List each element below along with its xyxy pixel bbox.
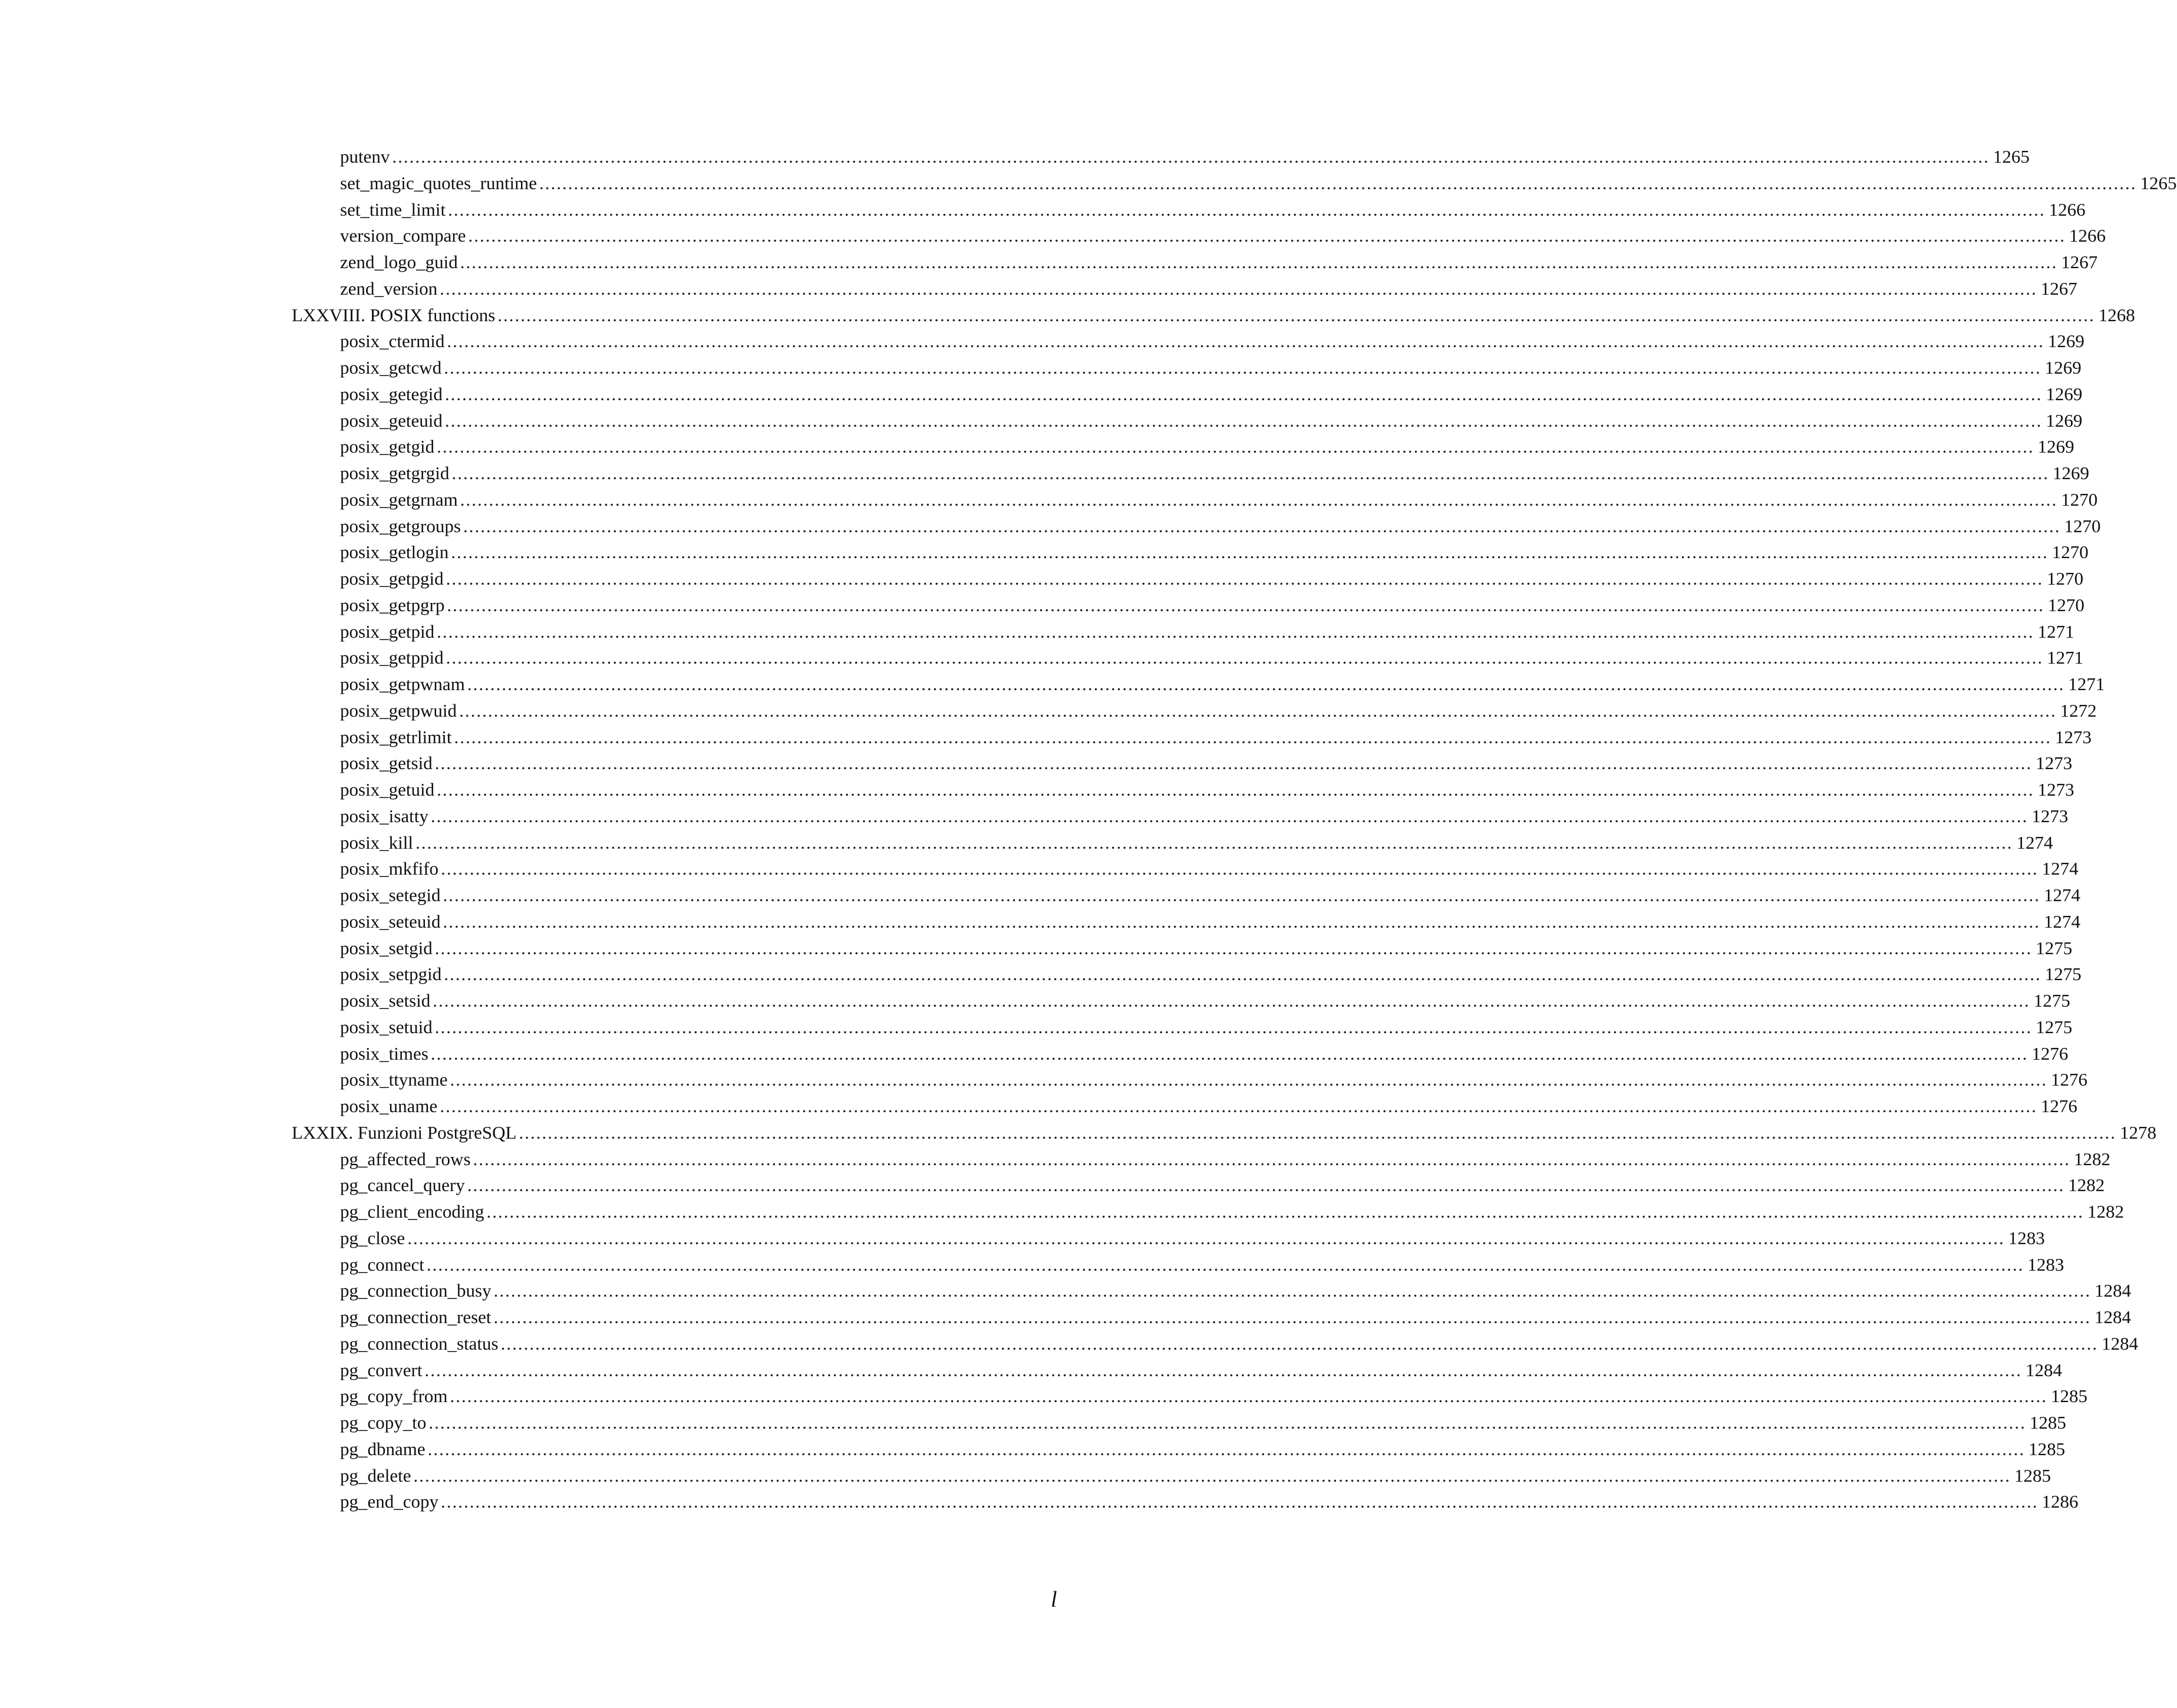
dot-leader bbox=[437, 434, 2034, 460]
toc-entry[interactable] bbox=[0, 434, 2074, 460]
toc-entry[interactable] bbox=[0, 408, 2083, 434]
toc-entry[interactable] bbox=[0, 856, 2079, 882]
toc-entry[interactable] bbox=[0, 355, 2082, 381]
toc-entry-page-number: 1270 bbox=[2064, 515, 2101, 536]
dot-leader bbox=[440, 1093, 2037, 1120]
dot-leader bbox=[441, 1489, 2039, 1515]
toc-entry-title: putenv bbox=[340, 146, 390, 167]
toc-entry-title: posix_getpgid bbox=[340, 568, 444, 589]
dot-leader bbox=[446, 566, 2044, 592]
toc-entry-page-number: 1278 bbox=[2119, 1122, 2156, 1143]
toc-entry-title: posix_getpgrp bbox=[340, 594, 445, 615]
toc-entry-title: posix_getrlimit bbox=[340, 726, 452, 747]
toc-entry-title: pg_cancel_query bbox=[340, 1175, 465, 1196]
toc-chapter-entry[interactable] bbox=[0, 302, 2135, 329]
toc-entry[interactable] bbox=[0, 830, 2053, 856]
toc-entry-title: posix_isatty bbox=[340, 805, 428, 826]
toc-entry-title: pg_copy_from bbox=[340, 1386, 448, 1407]
dot-leader bbox=[428, 1410, 2026, 1436]
toc-entry-page-number: 1274 bbox=[2044, 911, 2080, 932]
dot-leader bbox=[501, 1331, 2099, 1357]
toc-entry[interactable] bbox=[0, 566, 2084, 592]
dot-leader bbox=[433, 988, 2030, 1014]
toc-entry[interactable] bbox=[0, 1463, 2051, 1489]
toc-entry-page-number: 1270 bbox=[2047, 594, 2084, 615]
toc-entry-title: posix_getcwd bbox=[340, 357, 442, 378]
dot-leader bbox=[444, 355, 2041, 381]
dot-leader bbox=[539, 170, 2137, 197]
toc-entry[interactable] bbox=[0, 1041, 2069, 1067]
toc-entry-page-number: 1273 bbox=[2031, 805, 2069, 826]
dot-leader bbox=[441, 856, 2039, 882]
toc-entry-title: posix_getegid bbox=[340, 383, 443, 404]
dot-leader bbox=[450, 1067, 2048, 1093]
toc-entry-title: posix_setsid bbox=[340, 990, 431, 1011]
toc-entry-title: pg_affected_rows bbox=[340, 1148, 471, 1169]
toc-entry-title: posix_getsid bbox=[340, 753, 433, 774]
toc-entry[interactable] bbox=[0, 276, 2077, 302]
dot-leader bbox=[392, 144, 1990, 170]
dot-leader bbox=[494, 1304, 2092, 1331]
toc-entry-title: pg_connection_status bbox=[340, 1333, 499, 1354]
toc-entry-title: pg_dbname bbox=[340, 1438, 425, 1459]
toc-entry-title: posix_setgid bbox=[340, 937, 433, 958]
toc-entry[interactable] bbox=[0, 1331, 2139, 1357]
toc-entry[interactable] bbox=[0, 803, 2069, 830]
dot-leader bbox=[451, 539, 2049, 566]
toc-entry-page-number: 1275 bbox=[2033, 990, 2070, 1011]
toc-entry-page-number: 1271 bbox=[2037, 621, 2074, 642]
dot-leader bbox=[431, 1041, 2028, 1067]
toc-entry-page-number: 1269 bbox=[2037, 436, 2074, 457]
toc-entry-title: version_compare bbox=[340, 225, 466, 246]
toc-entry[interactable] bbox=[0, 249, 2098, 276]
toc-entry[interactable] bbox=[0, 1304, 2132, 1331]
toc-entry[interactable] bbox=[0, 487, 2098, 513]
toc-entry[interactable] bbox=[0, 909, 2080, 935]
toc-entry-page-number: 1285 bbox=[2029, 1412, 2066, 1433]
dot-leader bbox=[424, 1357, 2022, 1384]
toc-entry-title: posix_getgrgid bbox=[340, 463, 450, 483]
toc-entry-page-number: 1275 bbox=[2036, 1016, 2073, 1037]
toc-entry[interactable] bbox=[0, 698, 2097, 724]
toc-entry[interactable] bbox=[0, 1436, 2066, 1463]
toc-entry-title: posix_setuid bbox=[340, 1016, 433, 1037]
dot-leader bbox=[415, 830, 2013, 856]
toc-entry[interactable] bbox=[0, 1093, 2077, 1120]
toc-entry-page-number: 1285 bbox=[2051, 1386, 2088, 1407]
toc-entry-page-number: 1268 bbox=[2098, 304, 2135, 325]
dot-leader bbox=[487, 1199, 2084, 1225]
dot-leader bbox=[414, 1463, 2011, 1489]
toc-entry-title: LXXIX. Funzioni PostgreSQL bbox=[292, 1122, 517, 1143]
toc-entry-title: pg_delete bbox=[340, 1465, 411, 1486]
toc-entry-title: posix_getpwuid bbox=[340, 700, 457, 721]
toc-entry-title: pg_end_copy bbox=[340, 1491, 439, 1512]
toc-entry-title: posix_times bbox=[340, 1043, 428, 1064]
dot-leader bbox=[454, 724, 2051, 751]
dot-leader bbox=[435, 750, 2033, 777]
toc-entry-page-number: 1273 bbox=[2037, 779, 2074, 800]
toc-entry-page-number: 1276 bbox=[2040, 1096, 2077, 1116]
toc-entry[interactable] bbox=[0, 961, 2082, 988]
toc-entry[interactable] bbox=[0, 750, 2073, 777]
dot-leader bbox=[519, 1120, 2116, 1146]
toc-entry-title: LXXVIII. POSIX functions bbox=[292, 304, 496, 325]
dot-leader bbox=[407, 1225, 2005, 1252]
toc-entry-title: posix_getppid bbox=[340, 647, 444, 668]
toc-entry-page-number: 1265 bbox=[1993, 146, 2030, 167]
toc-entry-page-number: 1271 bbox=[2068, 674, 2105, 694]
toc-entry-page-number: 1274 bbox=[2041, 858, 2079, 879]
toc-entry[interactable] bbox=[0, 197, 2086, 223]
dot-leader bbox=[443, 882, 2041, 909]
toc-entry-page-number: 1284 bbox=[2102, 1333, 2139, 1354]
toc-entry-page-number: 1269 bbox=[2044, 357, 2082, 378]
toc-entry[interactable] bbox=[0, 645, 2084, 671]
dot-leader bbox=[437, 777, 2034, 803]
toc-entry[interactable] bbox=[0, 1252, 2064, 1278]
dot-leader bbox=[431, 803, 2028, 830]
toc-entry[interactable] bbox=[0, 1383, 2088, 1410]
toc-entry-page-number: 1269 bbox=[2046, 383, 2083, 404]
toc-chapter-entry[interactable] bbox=[0, 1120, 2156, 1146]
dot-leader bbox=[427, 1252, 2024, 1278]
toc-entry-page-number: 1276 bbox=[2051, 1069, 2088, 1090]
dot-leader bbox=[440, 276, 2037, 302]
dot-leader bbox=[463, 513, 2061, 540]
page-number: l bbox=[1051, 1587, 1057, 1612]
toc-entry-title: pg_connection_reset bbox=[340, 1307, 492, 1327]
toc-entry-page-number: 1276 bbox=[2031, 1043, 2069, 1064]
toc-entry-page-number: 1285 bbox=[2014, 1465, 2051, 1486]
toc-entry-title: posix_getpwnam bbox=[340, 674, 465, 694]
toc-entry-page-number: 1272 bbox=[2060, 700, 2097, 721]
toc-entry-title: posix_ctermid bbox=[340, 331, 445, 352]
dot-leader bbox=[445, 381, 2043, 408]
toc-entry[interactable] bbox=[0, 328, 2084, 355]
table-of-contents bbox=[0, 144, 2177, 1515]
toc-entry-page-number: 1265 bbox=[2140, 172, 2177, 193]
toc-entry-page-number: 1271 bbox=[2047, 647, 2084, 668]
toc-entry-page-number: 1267 bbox=[2061, 252, 2098, 272]
toc-entry-title: posix_geteuid bbox=[340, 410, 443, 431]
toc-entry[interactable] bbox=[0, 1014, 2073, 1041]
toc-entry[interactable] bbox=[0, 460, 2089, 487]
dot-leader bbox=[460, 487, 2058, 513]
toc-entry[interactable] bbox=[0, 223, 2106, 249]
dot-leader bbox=[460, 249, 2058, 276]
toc-entry[interactable] bbox=[0, 1278, 2132, 1304]
dot-leader bbox=[435, 1014, 2033, 1041]
dot-leader bbox=[473, 1146, 2071, 1173]
toc-entry[interactable] bbox=[0, 935, 2073, 962]
dot-leader bbox=[450, 1383, 2048, 1410]
toc-entry-page-number: 1286 bbox=[2041, 1491, 2079, 1512]
toc-entry-title: posix_mkfifo bbox=[340, 858, 439, 879]
toc-entry[interactable] bbox=[0, 882, 2080, 909]
dot-leader bbox=[445, 408, 2043, 434]
dot-leader bbox=[447, 328, 2044, 355]
dot-leader bbox=[467, 671, 2065, 698]
toc-entry[interactable] bbox=[0, 1172, 2105, 1199]
toc-entry-title: posix_ttyname bbox=[340, 1069, 448, 1090]
toc-entry[interactable] bbox=[0, 1146, 2111, 1173]
toc-entry-page-number: 1270 bbox=[2061, 489, 2098, 510]
toc-entry-title: zend_logo_guid bbox=[340, 252, 458, 272]
dot-leader bbox=[451, 460, 2049, 487]
toc-entry[interactable] bbox=[0, 988, 2070, 1014]
toc-entry-title: set_time_limit bbox=[340, 199, 446, 220]
toc-entry-title: set_magic_quotes_runtime bbox=[340, 172, 537, 193]
toc-entry-page-number: 1269 bbox=[2047, 331, 2084, 352]
toc-entry[interactable] bbox=[0, 1489, 2079, 1515]
toc-entry-title: pg_connect bbox=[340, 1254, 424, 1275]
toc-entry-title: zend_version bbox=[340, 278, 438, 299]
dot-leader bbox=[468, 223, 2066, 249]
toc-entry-page-number: 1266 bbox=[2069, 225, 2106, 246]
toc-entry-page-number: 1270 bbox=[2047, 568, 2084, 589]
toc-entry[interactable] bbox=[0, 513, 2101, 540]
toc-entry-title: posix_getgid bbox=[340, 436, 435, 457]
toc-entry[interactable] bbox=[0, 1067, 2088, 1093]
dot-leader bbox=[435, 935, 2033, 962]
toc-entry-page-number: 1274 bbox=[2016, 832, 2053, 853]
toc-entry-title: pg_connection_busy bbox=[340, 1280, 492, 1301]
toc-entry-page-number: 1283 bbox=[2008, 1227, 2045, 1248]
toc-entry-title: posix_getuid bbox=[340, 779, 435, 800]
dot-leader bbox=[448, 197, 2046, 223]
toc-entry[interactable] bbox=[0, 170, 2177, 197]
toc-entry[interactable] bbox=[0, 1225, 2045, 1252]
toc-entry-title: posix_setpgid bbox=[340, 964, 442, 985]
toc-entry-page-number: 1284 bbox=[2094, 1280, 2132, 1301]
toc-entry-page-number: 1285 bbox=[2028, 1438, 2066, 1459]
dot-leader bbox=[446, 645, 2044, 671]
toc-entry-page-number: 1269 bbox=[2052, 463, 2089, 483]
toc-entry-page-number: 1267 bbox=[2040, 278, 2077, 299]
toc-entry[interactable] bbox=[0, 671, 2105, 698]
toc-entry-title: posix_getlogin bbox=[340, 542, 449, 563]
dot-leader bbox=[494, 1278, 2092, 1304]
toc-entry-page-number: 1266 bbox=[2049, 199, 2086, 220]
toc-entry-title: posix_getpid bbox=[340, 621, 435, 642]
dot-leader bbox=[459, 698, 2057, 724]
toc-entry-title: posix_kill bbox=[340, 832, 414, 853]
toc-entry-page-number: 1284 bbox=[2025, 1359, 2062, 1380]
toc-entry-title: posix_getgroups bbox=[340, 515, 461, 536]
toc-entry-page-number: 1275 bbox=[2044, 964, 2082, 985]
dot-leader bbox=[443, 909, 2041, 935]
toc-entry[interactable] bbox=[0, 539, 2089, 566]
toc-entry-title: pg_copy_to bbox=[340, 1412, 427, 1433]
toc-entry-title: pg_client_encoding bbox=[340, 1201, 484, 1222]
toc-entry-title: posix_setegid bbox=[340, 885, 441, 905]
toc-entry[interactable] bbox=[0, 592, 2084, 619]
toc-entry-page-number: 1270 bbox=[2051, 542, 2089, 563]
toc-entry-page-number: 1284 bbox=[2094, 1307, 2132, 1327]
toc-entry[interactable] bbox=[0, 619, 2074, 645]
dot-leader bbox=[437, 619, 2034, 645]
toc-entry-page-number: 1275 bbox=[2036, 937, 2073, 958]
dot-leader bbox=[447, 592, 2044, 619]
dot-leader bbox=[497, 302, 2095, 329]
toc-entry-title: pg_convert bbox=[340, 1359, 423, 1380]
toc-entry-page-number: 1273 bbox=[2054, 726, 2092, 747]
dot-leader bbox=[444, 961, 2041, 988]
toc-entry-page-number: 1282 bbox=[2087, 1201, 2124, 1222]
dot-leader bbox=[428, 1436, 2026, 1463]
toc-entry-page-number: 1282 bbox=[2074, 1148, 2111, 1169]
toc-entry-page-number: 1282 bbox=[2068, 1175, 2105, 1196]
toc-entry-page-number: 1273 bbox=[2036, 753, 2073, 774]
toc-entry-page-number: 1283 bbox=[2027, 1254, 2064, 1275]
toc-entry[interactable] bbox=[0, 777, 2074, 803]
toc-entry[interactable] bbox=[0, 1199, 2124, 1225]
toc-entry[interactable] bbox=[0, 724, 2092, 751]
toc-entry[interactable] bbox=[0, 1357, 2062, 1384]
toc-entry-page-number: 1274 bbox=[2044, 885, 2080, 905]
toc-entry-title: posix_seteuid bbox=[340, 911, 441, 932]
toc-entry[interactable] bbox=[0, 381, 2083, 408]
toc-entry-page-number: 1269 bbox=[2046, 410, 2083, 431]
toc-entry-title: pg_close bbox=[340, 1227, 405, 1248]
toc-entry-title: posix_getgrnam bbox=[340, 489, 458, 510]
toc-entry-title: posix_uname bbox=[340, 1096, 438, 1116]
dot-leader bbox=[467, 1172, 2065, 1199]
toc-entry[interactable] bbox=[0, 1410, 2066, 1436]
toc-entry[interactable] bbox=[0, 144, 2030, 170]
